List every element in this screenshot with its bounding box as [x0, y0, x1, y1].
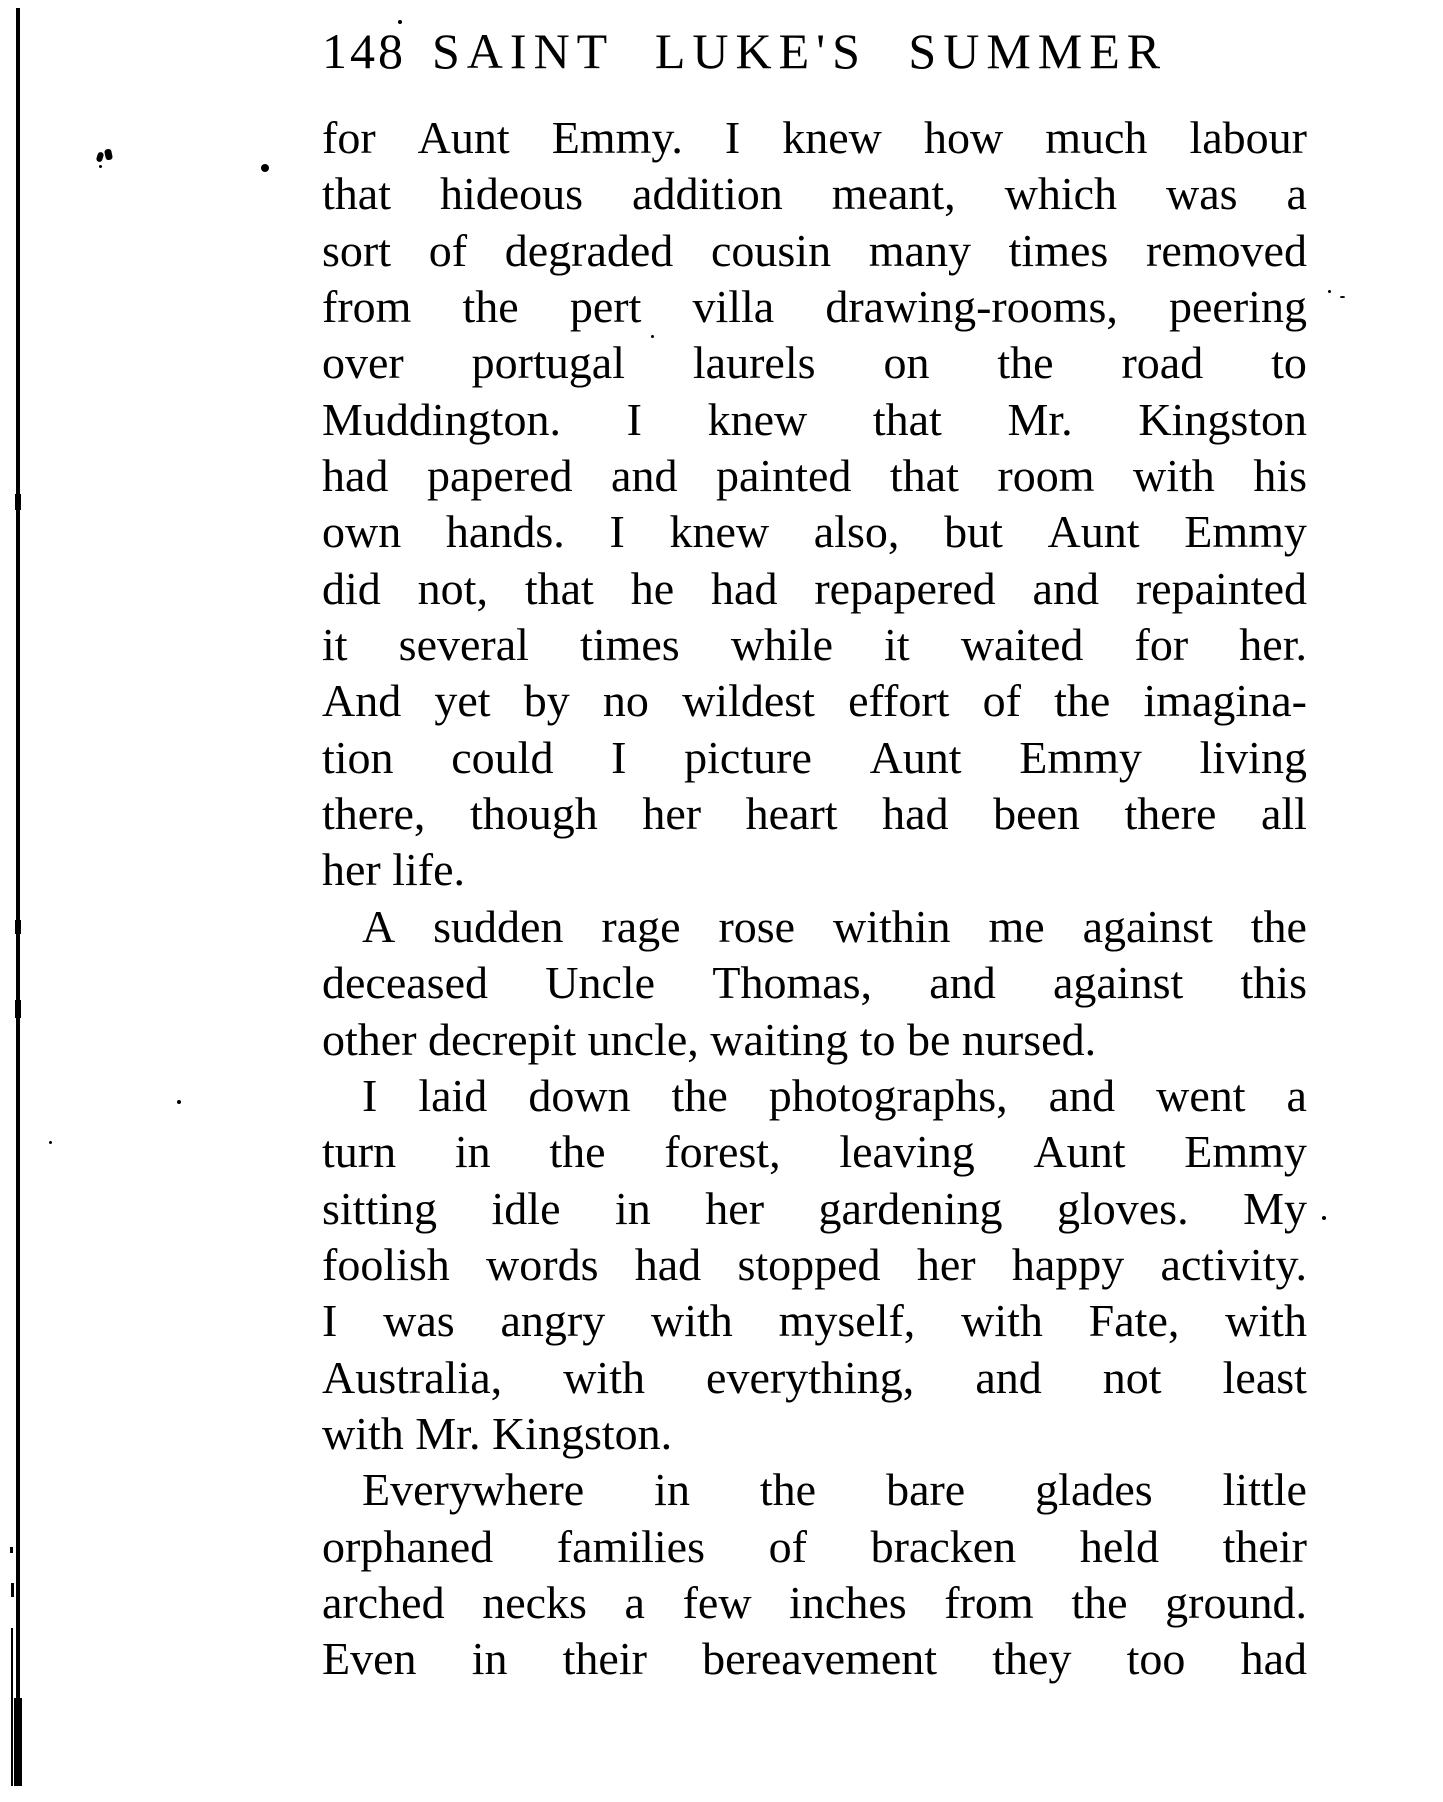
- word: within: [832, 900, 951, 952]
- word: angry: [500, 1295, 606, 1347]
- word: Australia,: [322, 1351, 503, 1403]
- text-lines: [322, 110, 1307, 1688]
- word: glades: [1035, 1464, 1153, 1516]
- word: in: [471, 1633, 508, 1685]
- text-line: [322, 166, 1307, 222]
- text-line: [322, 1237, 1307, 1293]
- word: papered: [426, 450, 573, 502]
- scan-speck: [96, 151, 105, 162]
- word: that: [872, 393, 942, 445]
- word: for: [322, 112, 376, 163]
- word: Emmy: [1184, 506, 1307, 558]
- word: And: [322, 675, 402, 727]
- word: they: [992, 1633, 1072, 1685]
- word: laid: [418, 1069, 488, 1121]
- word: portugal: [471, 337, 625, 389]
- word: also,: [813, 506, 900, 558]
- text-line: [322, 1350, 1307, 1406]
- word: in: [615, 1182, 651, 1234]
- word: several: [398, 619, 529, 671]
- word: his: [1253, 450, 1307, 502]
- text-line: [322, 1124, 1307, 1180]
- word: wildest: [682, 675, 815, 727]
- word: knew: [707, 393, 808, 445]
- word: arched: [322, 1576, 445, 1628]
- word: of: [428, 224, 468, 276]
- word: pert: [569, 281, 642, 333]
- word: drawing-rooms,: [825, 281, 1118, 333]
- word: leaving: [839, 1126, 975, 1178]
- word: from: [944, 1576, 1034, 1628]
- word: against: [1052, 957, 1184, 1009]
- word: few: [682, 1576, 752, 1628]
- scan-gutter-line-blob: [15, 1000, 21, 1018]
- word: it: [322, 619, 348, 671]
- text-line: [322, 110, 1307, 166]
- word: idle: [491, 1182, 561, 1234]
- scan-gutter-line: [16, 8, 20, 1785]
- word: there: [1124, 788, 1217, 840]
- word: not: [1102, 1351, 1162, 1403]
- word: not,: [417, 562, 488, 614]
- word: from: [322, 281, 412, 333]
- word: necks: [482, 1576, 587, 1628]
- word: times: [1008, 224, 1109, 276]
- word: Emmy: [1184, 1126, 1307, 1178]
- word: My: [1243, 1182, 1307, 1234]
- word: repainted: [1135, 562, 1307, 614]
- word: happy: [1011, 1238, 1125, 1290]
- word: the: [462, 281, 519, 333]
- text-line: [322, 1181, 1307, 1237]
- word: yet: [434, 675, 491, 727]
- scan-speck: [49, 1141, 52, 1144]
- word: with: [651, 1295, 733, 1347]
- word: her: [705, 1182, 765, 1234]
- word: it: [884, 619, 910, 671]
- word: no: [602, 675, 649, 727]
- word: rage: [601, 900, 681, 952]
- word: Fate,: [1088, 1295, 1180, 1347]
- word: words: [486, 1238, 599, 1290]
- scan-gutter-dash: [10, 1547, 13, 1553]
- text-line: [322, 1519, 1307, 1575]
- word: villa: [692, 281, 775, 333]
- word: the: [997, 337, 1054, 389]
- word: in: [654, 1464, 690, 1516]
- word: and: [929, 957, 996, 1009]
- word: laurels: [692, 337, 816, 389]
- word: down: [528, 1069, 631, 1121]
- word: sitting: [322, 1182, 438, 1234]
- text-line: her life.: [322, 844, 466, 896]
- scan-gutter-line-blob: [15, 920, 21, 934]
- scan-gutter-line-blob: [15, 494, 21, 510]
- scan-gutter-line-thick: [14, 1698, 22, 1786]
- word: room: [997, 450, 1095, 502]
- word: held: [1079, 1520, 1160, 1572]
- word: her: [642, 788, 702, 840]
- word: I: [609, 506, 625, 558]
- word: there,: [322, 788, 426, 840]
- word: of: [982, 675, 1021, 727]
- word: Even: [322, 1633, 417, 1685]
- scan-speck: [1328, 290, 1331, 293]
- text-line: [322, 1462, 1307, 1518]
- word: own: [322, 506, 402, 558]
- word: the: [549, 1126, 606, 1178]
- word: Aunt: [417, 112, 510, 163]
- word: photographs,: [768, 1069, 1008, 1121]
- word: for: [1134, 619, 1189, 671]
- word: foolish: [322, 1238, 450, 1290]
- word: I: [362, 1069, 378, 1121]
- word: imagina-: [1143, 675, 1307, 727]
- word: had: [711, 562, 778, 614]
- word: their: [562, 1633, 647, 1685]
- word: sudden: [433, 900, 564, 952]
- word: been: [993, 788, 1080, 840]
- word: on: [883, 337, 930, 389]
- scan-speck: [104, 148, 113, 160]
- word: with: [1225, 1295, 1307, 1347]
- word: least: [1222, 1351, 1307, 1403]
- word: all: [1260, 788, 1307, 840]
- text-line: [322, 955, 1307, 1011]
- word: hideous: [439, 168, 584, 220]
- word: I: [322, 1295, 338, 1347]
- word: inches: [789, 1576, 907, 1628]
- word: he: [630, 562, 675, 614]
- text-line: [322, 730, 1307, 786]
- text-line: [322, 448, 1307, 504]
- word: Muddington.: [322, 393, 561, 445]
- word: Emmy: [1019, 731, 1142, 783]
- text-line: with Mr. Kingston.: [322, 1407, 673, 1459]
- word: Aunt: [1033, 1126, 1126, 1178]
- word: deceased: [322, 957, 488, 1009]
- word: gardening: [818, 1182, 1003, 1234]
- scan-speck: [177, 1100, 181, 1104]
- word: waited: [960, 619, 1084, 671]
- word: and: [1032, 562, 1099, 614]
- word: her.: [1239, 619, 1307, 671]
- word: painted: [715, 450, 852, 502]
- word: that: [524, 562, 594, 614]
- word: ground.: [1165, 1576, 1307, 1628]
- word: to: [1271, 337, 1307, 389]
- word: removed: [1146, 224, 1307, 276]
- word: bracken: [870, 1520, 1017, 1572]
- word: much: [1045, 112, 1148, 163]
- word: with: [1133, 450, 1215, 502]
- word: Aunt: [1047, 506, 1140, 558]
- word: myself,: [778, 1295, 916, 1347]
- word: knew: [782, 112, 882, 163]
- word: bereavement: [702, 1633, 938, 1685]
- text-line: [322, 504, 1307, 560]
- word: I: [626, 393, 642, 445]
- word: I: [724, 112, 741, 163]
- word: had: [634, 1238, 702, 1290]
- word: I: [611, 731, 627, 783]
- word: families: [556, 1520, 705, 1572]
- page-number: 148: [322, 23, 406, 79]
- word: many: [868, 224, 971, 276]
- text-line: [322, 1293, 1307, 1349]
- text-line: [322, 223, 1307, 279]
- word: that: [889, 450, 959, 502]
- text-line: [322, 673, 1307, 729]
- word: was: [1166, 168, 1238, 220]
- word: and: [975, 1351, 1042, 1403]
- text-line: [322, 335, 1307, 391]
- scan-speck: [99, 165, 102, 168]
- text-line: [322, 561, 1307, 617]
- word: but: [944, 506, 1003, 558]
- word: did: [322, 562, 381, 614]
- word: A: [362, 900, 396, 952]
- word: the: [1054, 675, 1111, 727]
- text-line: [322, 617, 1307, 673]
- word: over: [322, 337, 404, 389]
- word: a: [624, 1576, 645, 1628]
- scan-speck: [1340, 296, 1345, 298]
- word: against: [1082, 900, 1213, 952]
- word: living: [1199, 731, 1307, 783]
- word: activity.: [1160, 1238, 1307, 1290]
- word: could: [451, 731, 554, 783]
- word: meant,: [831, 168, 956, 220]
- scan-speck: [261, 164, 269, 172]
- word: heart: [745, 788, 838, 840]
- word: the: [671, 1069, 728, 1121]
- word: a: [1286, 168, 1307, 220]
- word: a: [1286, 1069, 1307, 1121]
- word: though: [469, 788, 598, 840]
- text-line: [322, 1068, 1307, 1124]
- word: this: [1240, 957, 1307, 1009]
- word: and: [1048, 1069, 1116, 1121]
- word: everything,: [706, 1351, 915, 1403]
- text-line: [322, 279, 1307, 335]
- word: tion: [322, 731, 394, 783]
- word: Emmy.: [551, 112, 683, 163]
- word: stopped: [737, 1238, 881, 1290]
- word: had: [1240, 1633, 1307, 1685]
- text-line: other decrepit uncle, waiting to be nursed.: [322, 1013, 1097, 1065]
- word: Kingston: [1138, 393, 1307, 445]
- text-line: [322, 899, 1307, 955]
- word: orphaned: [322, 1520, 494, 1572]
- word: Uncle: [545, 957, 656, 1009]
- word: road: [1121, 337, 1204, 389]
- word: degraded: [504, 224, 674, 276]
- word: by: [523, 675, 570, 727]
- word: had: [882, 788, 949, 840]
- word: Everywhere: [362, 1464, 585, 1516]
- word: peering: [1169, 281, 1307, 333]
- word: was: [383, 1295, 455, 1347]
- word: their: [1222, 1520, 1307, 1572]
- word: turn: [322, 1126, 397, 1178]
- scan-speck: [1322, 1216, 1326, 1220]
- word: in: [454, 1126, 491, 1178]
- page-title: SAINT LUKE'S SUMMER: [432, 23, 1168, 79]
- word: effort: [848, 675, 950, 727]
- word: repapered: [814, 562, 996, 614]
- word: and: [611, 450, 678, 502]
- word: the: [1071, 1576, 1128, 1628]
- word: which: [1004, 168, 1118, 220]
- word: went: [1156, 1069, 1246, 1121]
- word: times: [580, 619, 680, 671]
- running-head: [322, 22, 1167, 80]
- word: while: [730, 619, 834, 671]
- text-line: [322, 786, 1307, 842]
- word: Aunt: [869, 731, 962, 783]
- word: how: [923, 112, 1004, 163]
- word: Mr.: [1007, 393, 1073, 445]
- word: with: [961, 1295, 1043, 1347]
- word: sort: [322, 224, 391, 276]
- word: the: [1250, 900, 1307, 952]
- word: rose: [718, 900, 796, 952]
- word: Thomas,: [712, 957, 873, 1009]
- word: hands.: [445, 506, 565, 558]
- word: of: [768, 1520, 807, 1572]
- word: with: [563, 1351, 645, 1403]
- word: labour: [1189, 112, 1307, 163]
- word: the: [759, 1464, 817, 1516]
- text-line: [322, 392, 1307, 448]
- word: addition: [632, 168, 783, 220]
- word: cousin: [710, 224, 832, 276]
- word: forest,: [664, 1126, 781, 1178]
- word: her: [916, 1238, 976, 1290]
- word: had: [322, 450, 389, 502]
- word: that: [322, 168, 391, 220]
- scan-gutter-dash: [11, 1583, 14, 1597]
- scan-gutter-line-second: [11, 1628, 13, 1786]
- word: bare: [886, 1464, 966, 1516]
- word: gloves.: [1056, 1182, 1189, 1234]
- word: little: [1222, 1464, 1307, 1516]
- text-line: [322, 1631, 1307, 1687]
- word: picture: [684, 731, 812, 783]
- word: me: [988, 900, 1045, 952]
- text-line: [322, 1575, 1307, 1631]
- word: knew: [669, 506, 770, 558]
- word: too: [1126, 1633, 1186, 1685]
